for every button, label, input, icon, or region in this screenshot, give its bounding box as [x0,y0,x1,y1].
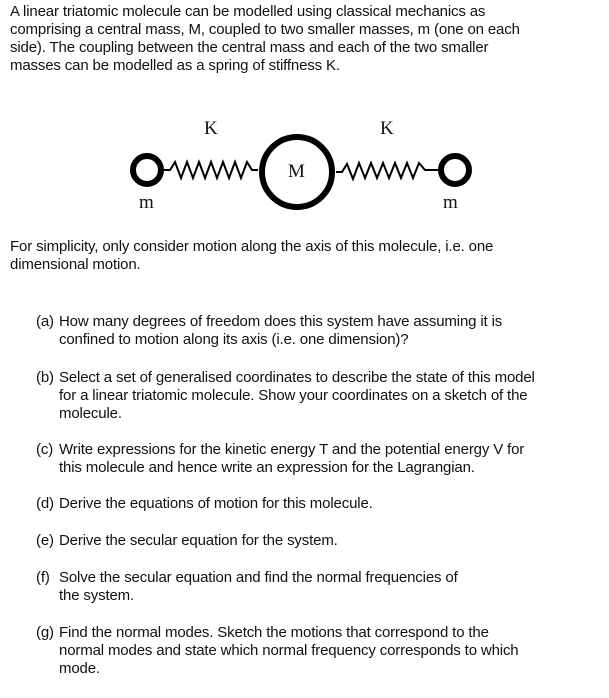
question-label: (g) [36,624,54,641]
intro-line: comprising a central mass, M, coupled to two smaller masses, m (one on each [10,21,520,38]
question-line: the system. [59,587,135,604]
question-label: (d) [36,495,54,512]
question-line: normal modes and state which normal frequency corresponds to which [59,642,519,659]
central-mass-label: M [288,161,305,182]
right-mass-label: m [443,192,458,213]
right-mass-circle [441,156,469,184]
question-line: Derive the secular equation for the system. [59,532,338,549]
question-line: Derive the equations of motion for this molecule. [59,495,373,512]
question-label: (e) [36,532,54,549]
left-spring [163,162,258,178]
left-mass-circle [133,156,161,184]
question-line: Write expressions for the kinetic energy T and the potential energy V for [59,441,525,458]
intro-line: masses can be modelled as a spring of stiffness K. [10,57,340,74]
intro-line: side). The coupling between the central mass and each of the two smaller [10,39,489,56]
simplicity-line: For simplicity, only consider motion along the axis of this molecule, i.e. one [10,238,494,255]
question-line: confined to motion along its axis (i.e. one dimension)? [59,331,409,348]
question-label: (f) [36,569,50,586]
intro-line: A linear triatomic molecule can be modelled using classical mechanics as [10,3,486,20]
left-spring-label: K [204,118,218,139]
question-line: Find the normal modes. Sketch the motions that correspond to the [59,624,489,641]
question-line: molecule. [59,405,122,422]
question-label: (b) [36,369,54,386]
question-line: Select a set of generalised coordinates to describe the state of this model [59,369,535,386]
simplicity-line: dimensional motion. [10,256,141,273]
question-line: this molecule and hence write an expression for the Lagrangian. [59,459,475,476]
question-line: for a linear triatomic molecule. Show your coordinates on a sketch of the [59,387,528,404]
right-spring-label: K [380,118,394,139]
question-line: Solve the secular equation and find the normal frequencies of [59,569,458,586]
question-label: (a) [36,313,54,330]
left-mass-label: m [139,192,154,213]
question-line: How many degrees of freedom does this system have assuming it is [59,313,503,330]
right-spring [336,163,439,179]
molecule-diagram [0,0,609,230]
question-label: (c) [36,441,54,458]
question-line: mode. [59,660,100,677]
